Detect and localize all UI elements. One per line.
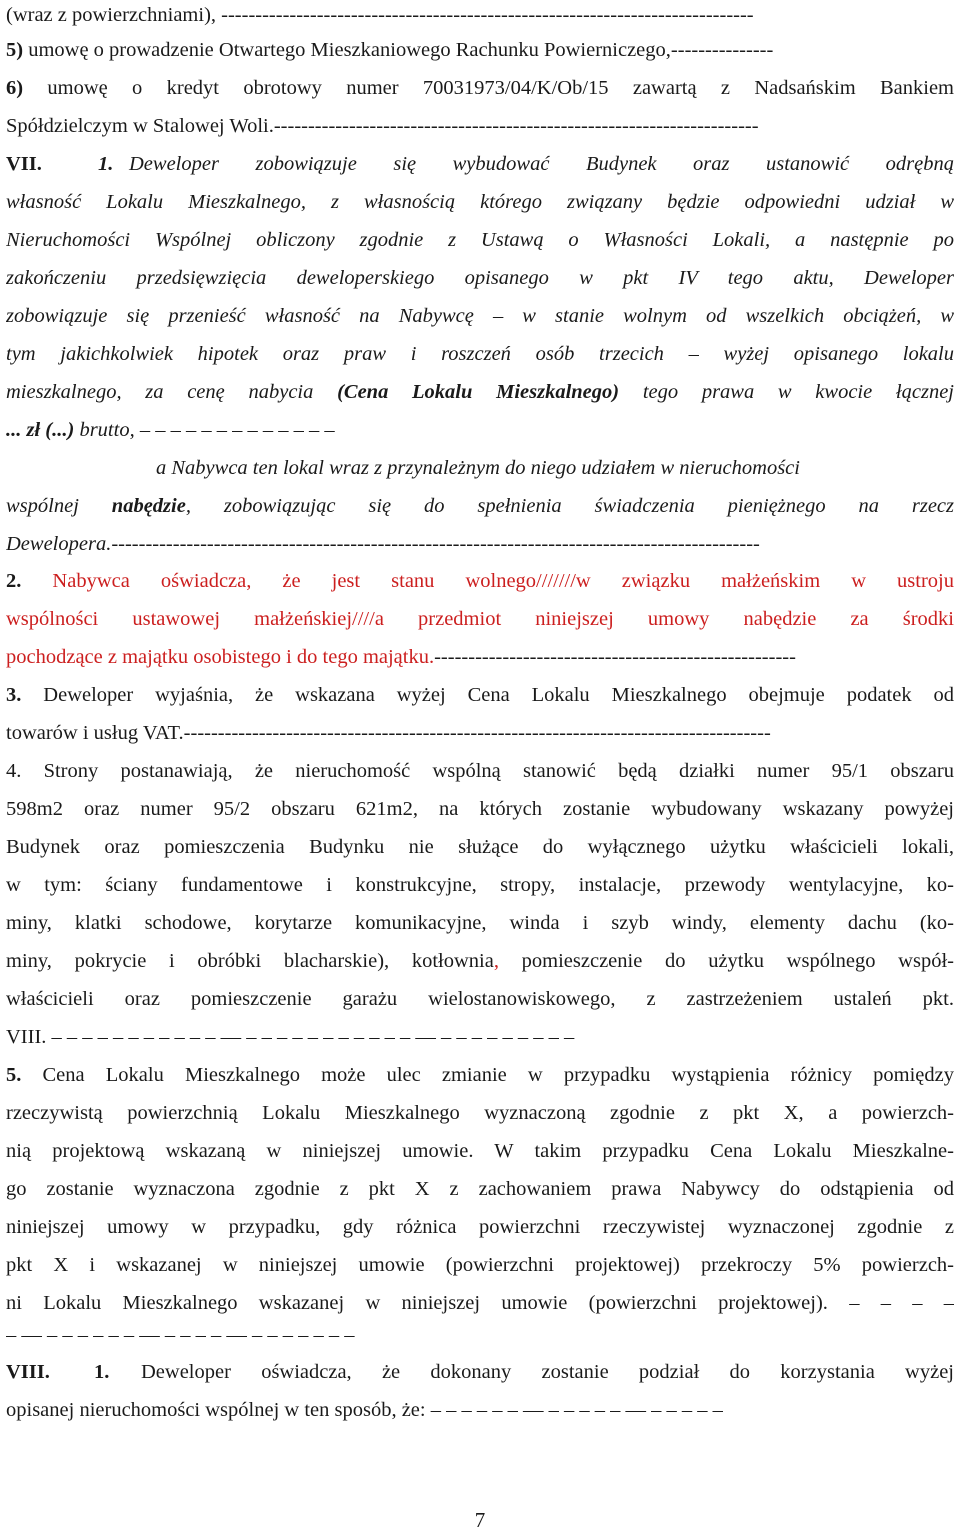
text-line: [6, 187, 954, 217]
line-text: (wraz z powierzchniami), ------------------------------------------------------------------------------: [6, 4, 754, 26]
line-text: wspólnej: [6, 495, 112, 517]
list-number: 6): [6, 77, 24, 99]
clause-number: 5.: [6, 1064, 22, 1086]
text-line: [6, 453, 954, 483]
line-text: własność Lokalu Mieszkalnego, z własnością którego związany będzie odpowiedni udział w: [6, 191, 954, 213]
text-line: [6, 1136, 954, 1166]
line-text: , zobowiązując się do spełnienia świadczenia pieniężnego na rzecz: [185, 495, 954, 517]
text-line: [6, 1174, 954, 1204]
line-text: niniejszej umowy w przypadku, gdy różnica powierzchni rzeczywistej wyznaczonej zgodnie z: [6, 1216, 954, 1238]
text-line: [6, 1212, 954, 1242]
line-text: rzeczywistą powierzchnią Lokalu Mieszkalnego wyznaczoną zgodnie z pkt X, a powierzch-: [6, 1102, 954, 1124]
dash-line: [6, 1320, 954, 1350]
line-text: tego prawa w kwocie łącznej: [619, 381, 954, 403]
text-line: [6, 642, 954, 672]
clause-number: 3.: [6, 684, 22, 706]
line-text: Deweloper zobowiązuje się wybudować Budynek oraz ustanowić odrębną: [129, 153, 954, 175]
text-line: [6, 0, 954, 30]
line-text: nią projektową wskazaną w niniejszej umowie. W takim przypadku Cena Lokalu Mieszkalne-: [6, 1140, 954, 1162]
price-term: (Cena Lokalu Mieszkalnego): [337, 381, 620, 403]
list-item-5: [6, 35, 954, 65]
line-text: pochodzące z majątku osobistego i do tego majątku.: [6, 646, 435, 668]
line-text: tym jakichkolwiek hipotek oraz praw i roszczeń osób trzecich – wyżej opisanego lokalu: [6, 343, 954, 365]
text-line: [6, 491, 954, 521]
clause-5: [6, 1060, 954, 1090]
line-text: 598m2 oraz numer 95/2 obszaru 621m2, na których zostanie wybudowany wskazany powyżej: [6, 798, 954, 820]
clause-number: 1.: [98, 153, 114, 175]
section-number: VIII.: [6, 1361, 50, 1383]
line-text: Strony postanawiają, że nieruchomość wspólną stanowić będą działki numer 95/1 obszaru: [21, 760, 954, 782]
line-text: Deweloper oświadcza, że dokonany zostanie podział do korzystania wyżej: [141, 1361, 954, 1383]
price-line: [6, 415, 954, 445]
text-line: [6, 718, 954, 748]
line-text: Budynek oraz pomieszczenia Budynku nie służące do wyłącznego użytku właścicieli lokali,: [6, 836, 954, 858]
line-text: Cena Lokalu Mieszkalnego może ulec zmianie w przypadku wystąpienia różnicy pomiędzy: [21, 1064, 954, 1086]
text-line: [6, 832, 954, 862]
clause-number: 4.: [6, 760, 22, 782]
clause-number: 1.: [94, 1361, 110, 1383]
line-text: – — – – – – – – — – – – – — – – – – – – –: [6, 1324, 355, 1346]
line-text: opisanej nieruchomości wspólnej w ten sposób, że: – – – – – – — – – – – – — – – – – –: [6, 1399, 723, 1421]
line-text: miny, klatki schodowe, korytarze komunikacyjne, winda i szyb windy, elementy dachu (ko-: [6, 912, 954, 934]
line-text: zobowiązuje się przenieść własność na Nabywcę – w stanie wolnym od wszelkich obciążeń, w: [6, 305, 954, 327]
red-comma: ,: [493, 950, 499, 972]
line-text: Dewelopera.-----------------------------------------------------------------------------------------------: [6, 533, 760, 555]
text-line: [6, 111, 954, 141]
line-text: Nabywca oświadcza, że jest stanu wolnego///////w związku małżeńskim w ustroju: [21, 570, 954, 592]
line-text: Nieruchomości Wspólnej obliczony zgodnie z Ustawą o Własności Lokali, a następnie po: [6, 229, 954, 251]
line-text: mieszkalnego, za cenę nabycia: [6, 381, 338, 403]
clause-4: [6, 756, 954, 786]
clause-3: [6, 680, 954, 710]
text-line: [6, 908, 954, 938]
text-line: [6, 946, 954, 976]
line-text: zakończeniu przedsięwzięcia deweloperskiego opisanego w pkt IV tego aktu, Deweloper: [6, 267, 954, 289]
line-text: wspólności ustawowej małżeńskiej////a przedmiot niniejszej umowy nabędzie za środki: [6, 608, 954, 630]
text-line: [6, 263, 954, 293]
text-line: [6, 1098, 954, 1128]
line-text: towarów i usług VAT.--------------------------------------------------------------------------------------: [6, 722, 771, 744]
clause-2: [6, 566, 954, 596]
line-text: pkt X i wskazanej w niniejszej umowie (powierzchni projektowej) przekroczy 5% powierzch-: [6, 1254, 954, 1276]
text-line: [6, 1395, 954, 1425]
text-line: [6, 984, 954, 1014]
line-text: pomieszczenie do użytku wspólnego współ-: [498, 950, 954, 972]
line-text: -----------------------------------------------------: [434, 646, 796, 668]
section-vii-heading-line: [6, 149, 954, 179]
emphasis-term: nabędzie: [111, 495, 186, 517]
line-text: ni Lokalu Mieszkalnego wskazanej w niniejszej umowie (powierzchni projektowej). – – – –: [6, 1292, 954, 1314]
price-placeholder: ... zł (...): [6, 419, 75, 441]
text-line: [6, 529, 954, 559]
text-line: [6, 225, 954, 255]
line-text: w tym: ściany fundamentowe i konstrukcyjne, stropy, instalacje, przewody wentylacyjne, ko-: [6, 874, 954, 896]
line-text: umowę o prowadzenie Otwartego Mieszkaniowego Rachunku Powierniczego,---------------: [23, 39, 774, 61]
line-text: brutto, – – – – – – – – – – – – –: [74, 419, 335, 441]
text-line: [6, 1022, 954, 1052]
line-text: umowę o kredyt obrotowy numer 70031973/04/K/Ob/15 zawartą z Nadsańskim Bankiem: [23, 77, 954, 99]
line-text: a Nabywca ten lokal wraz z przynależnym do niego udziałem w nieruchomości: [156, 457, 800, 479]
section-number: VII.: [6, 153, 42, 175]
page-number: 7: [474, 1508, 486, 1532]
text-line: [6, 870, 954, 900]
line-text: VIII. – – – – – – – – – – – — – – – – – – – – – – – — – – – – – – – – –: [6, 1026, 575, 1048]
text-line: [6, 301, 954, 331]
text-line: [6, 339, 954, 369]
text-line: [6, 377, 954, 407]
text-line: [6, 794, 954, 824]
line-text: go zostanie wyznaczona zgodnie z pkt X z zachowaniem prawa Nabywcy do odstąpienia od: [6, 1178, 954, 1200]
line-text: Spółdzielczym w Stalowej Woli.-----------------------------------------------------------------------: [6, 115, 759, 137]
text-line: [6, 604, 954, 634]
section-viii-heading-line: [6, 1357, 954, 1387]
line-text: miny, pokrycie i obróbki blacharskie), kotłownia: [6, 950, 494, 972]
clause-number: 2.: [6, 570, 22, 592]
list-item-6: [6, 73, 954, 103]
text-line: [6, 1288, 954, 1318]
line-text: Deweloper wyjaśnia, że wskazana wyżej Cena Lokalu Mieszkalnego obejmuje podatek od: [21, 684, 954, 706]
text-line: [6, 1250, 954, 1280]
line-text: właścicieli oraz pomieszczenie garażu wielostanowiskowego, z zastrzeżeniem ustaleń pkt.: [6, 988, 954, 1010]
list-number: 5): [6, 39, 24, 61]
